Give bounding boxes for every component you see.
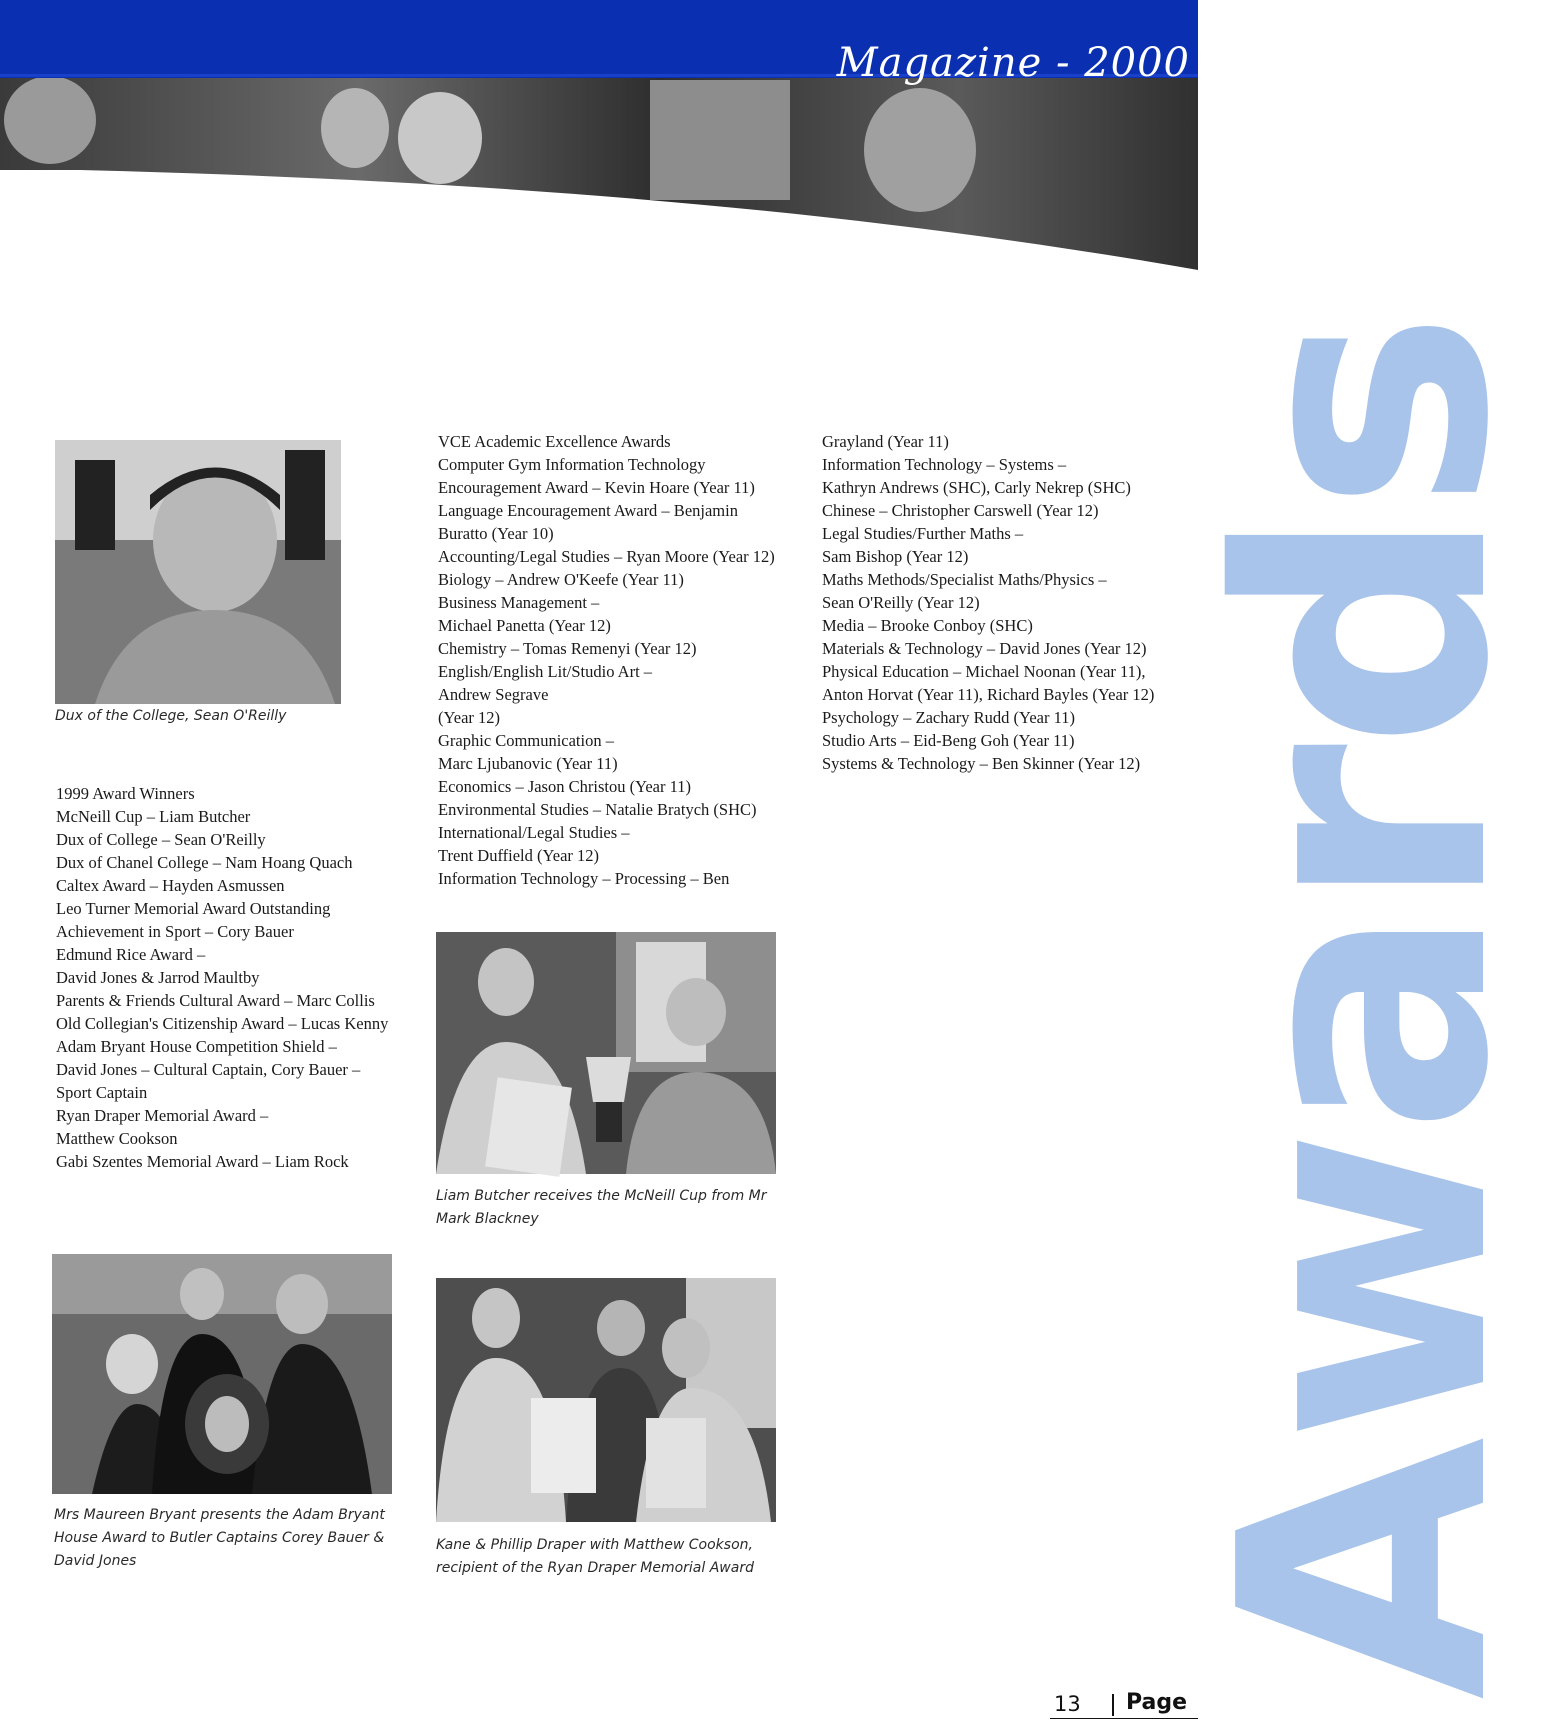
list-item: Achievement in Sport – Cory Bauer — [56, 922, 294, 941]
list-item: Materials & Technology – David Jones (Year 12) — [822, 639, 1147, 658]
list-item: English/English Lit/Studio Art – — [438, 662, 653, 681]
list-item: International/Legal Studies – — [438, 823, 630, 842]
list-item: McNeill Cup – Liam Butcher — [56, 807, 251, 826]
list-item: Chemistry – Tomas Remenyi (Year 12) — [438, 639, 697, 658]
list-item: Environmental Studies – Natalie Bratych (SHC) — [438, 800, 757, 819]
list-item: Matthew Cookson — [56, 1129, 178, 1148]
page-label: Page — [1126, 1690, 1188, 1715]
list-item: Marc Ljubanovic (Year 11) — [438, 754, 618, 773]
list-item: Business Management – — [438, 593, 600, 612]
page-number: 13 — [1054, 1692, 1081, 1716]
list-item: David Jones – Cultural Captain, Cory Bauer – — [56, 1060, 361, 1079]
list-item: Dux of Chanel College – Nam Hoang Quach — [56, 853, 353, 872]
winners-1999-heading: 1999 Award Winners — [56, 784, 195, 803]
list-item: Sean O'Reilly (Year 12) — [822, 593, 980, 612]
list-item: Computer Gym Information Technology — [438, 455, 706, 474]
list-item: Encouragement Award – Kevin Hoare (Year 11) — [438, 478, 755, 497]
list-item: Anton Horvat (Year 11), Richard Bayles (Year 12) — [822, 685, 1155, 704]
header-banner — [0, 0, 1198, 270]
list-item: Adam Bryant House Competition Shield – — [56, 1037, 337, 1056]
photo-draper-memorial-image — [436, 1278, 776, 1522]
list-item: Maths Methods/Specialist Maths/Physics – — [822, 570, 1107, 589]
winners-1999-column — [56, 782, 388, 1173]
list-item: Leo Turner Memorial Award Outstanding — [56, 899, 331, 918]
photo-dux — [55, 440, 341, 704]
vce-awards-continued-column — [822, 430, 1154, 775]
list-item: Biology – Andrew O'Keefe (Year 11) — [438, 570, 684, 589]
list-item: Information Technology – Systems – — [822, 455, 1067, 474]
list-item: Ryan Draper Memorial Award – — [56, 1106, 269, 1125]
photo-bryant-award-image — [52, 1254, 392, 1494]
list-item: Legal Studies/Further Maths – — [822, 524, 1024, 543]
list-item: Accounting/Legal Studies – Ryan Moore (Year 12) — [438, 547, 775, 566]
list-item: Economics – Jason Christou (Year 11) — [438, 777, 691, 796]
list-item: Grayland (Year 11) — [822, 432, 949, 451]
list-item: Trent Duffield (Year 12) — [438, 846, 600, 865]
list-item: Edmund Rice Award – — [56, 945, 206, 964]
page-number-divider — [1112, 1694, 1114, 1716]
list-item: Gabi Szentes Memorial Award – Liam Rock — [56, 1152, 349, 1171]
list-item: Chinese – Christopher Carswell (Year 12) — [822, 501, 1099, 520]
list-item: Dux of College – Sean O'Reilly — [56, 830, 266, 849]
awards-vertical-title: Awards — [1168, 315, 1564, 1700]
vce-awards-column — [438, 430, 775, 890]
photo-mcneill-cup-image — [436, 932, 776, 1174]
list-item: Information Technology – Processing – Ben — [438, 869, 730, 888]
list-item: (Year 12) — [438, 708, 501, 727]
caption-dux: Dux of the College, Sean O'Reilly — [55, 708, 287, 724]
list-item: Parents & Friends Cultural Award – Marc Collis — [56, 991, 375, 1010]
list-item: Caltex Award – Hayden Asmussen — [56, 876, 285, 895]
list-item: Language Encouragement Award – Benjamin — [438, 501, 738, 520]
list-item: Michael Panetta (Year 12) — [438, 616, 611, 635]
photo-bryant-award — [52, 1254, 392, 1494]
caption-mcneill-cup: Liam Butcher receives the McNeill Cup from Mr Mark Blackney — [436, 1188, 767, 1227]
list-item: Graphic Communication – — [438, 731, 614, 750]
magazine-title: Magazine - 2000 — [836, 40, 1190, 86]
photo-dux-image — [55, 440, 341, 704]
list-item: Psychology – Zachary Rudd (Year 11) — [822, 708, 1075, 727]
list-item: Andrew Segrave — [438, 685, 549, 704]
list-item: David Jones & Jarrod Maultby — [56, 968, 260, 987]
list-item: Old Collegian's Citizenship Award – Lucas Kenny — [56, 1014, 389, 1033]
vce-awards-heading: VCE Academic Excellence Awards — [438, 432, 671, 451]
list-item: Sport Captain — [56, 1083, 148, 1102]
footer-rule — [1050, 1718, 1198, 1719]
caption-draper-memorial: Kane & Phillip Draper with Matthew Cookson, recipient of the Ryan Draper Memorial Award — [436, 1537, 754, 1576]
list-item: Buratto (Year 10) — [438, 524, 554, 543]
list-item: Kathryn Andrews (SHC), Carly Nekrep (SHC) — [822, 478, 1131, 497]
caption-bryant-award: Mrs Maureen Bryant presents the Adam Bryant House Award to Butler Captains Corey Bauer & David Jones — [54, 1507, 385, 1569]
list-item: Media – Brooke Conboy (SHC) — [822, 616, 1033, 635]
list-item: Sam Bishop (Year 12) — [822, 547, 969, 566]
list-item: Studio Arts – Eid-Beng Goh (Year 11) — [822, 731, 1075, 750]
list-item: Physical Education – Michael Noonan (Year 11), — [822, 662, 1146, 681]
photo-draper-memorial — [436, 1278, 776, 1522]
list-item: Systems & Technology – Ben Skinner (Year 12) — [822, 754, 1141, 773]
photo-mcneill-cup — [436, 932, 776, 1174]
